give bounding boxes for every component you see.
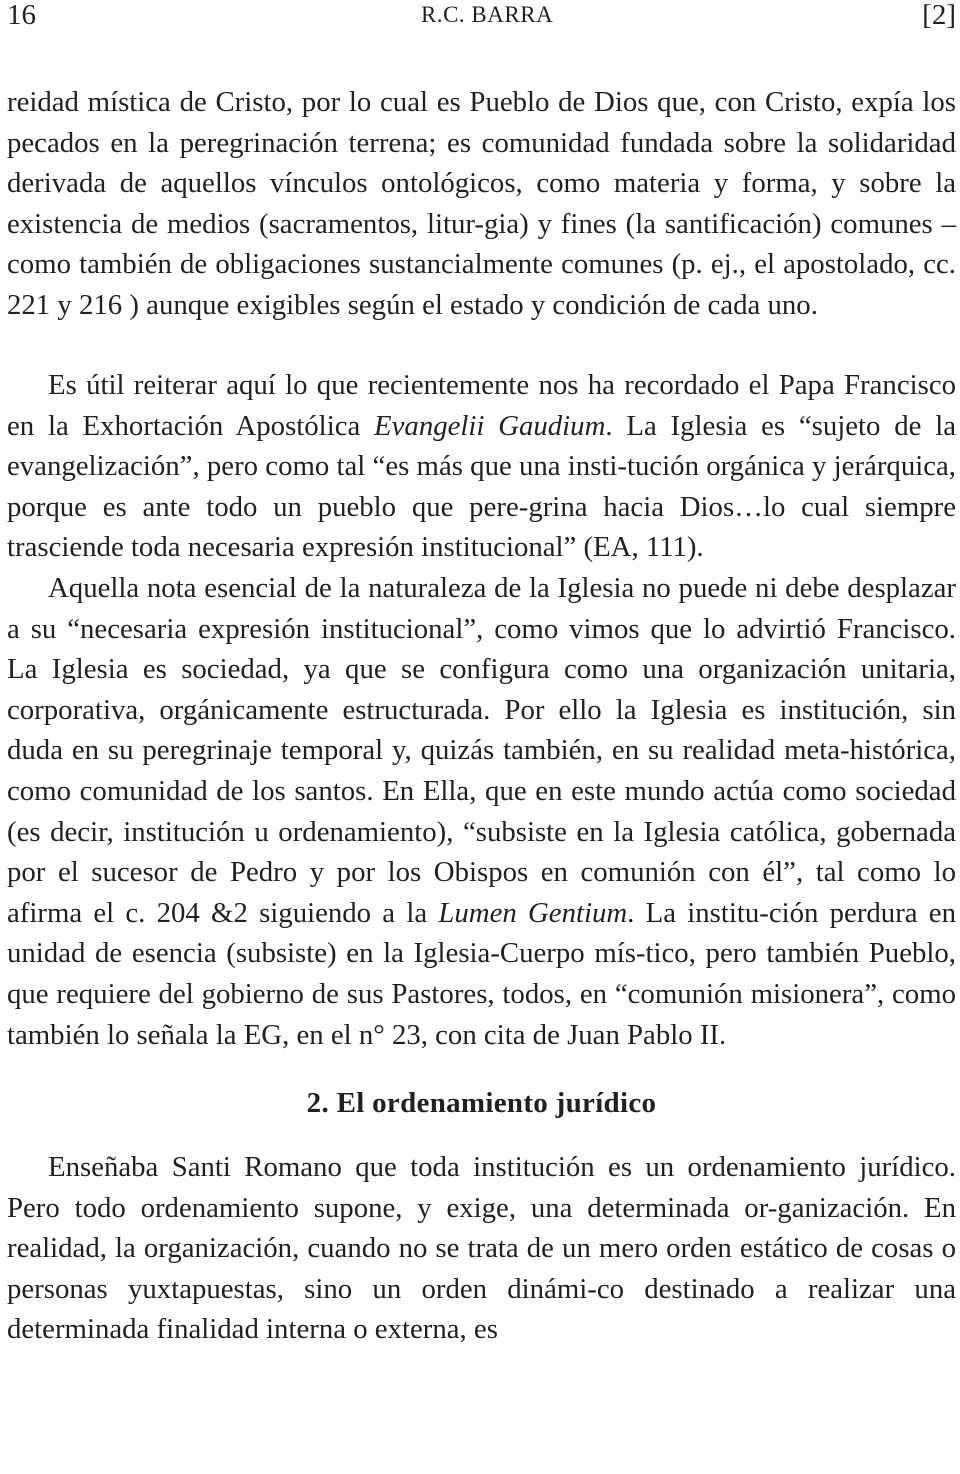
title-evangelii-gaudium: Evangelii Gaudium: [374, 409, 606, 442]
section-heading: 2. El ordenamiento jurídico: [306, 1087, 657, 1120]
body-text: [7, 82, 956, 1350]
section-reference: [2]: [922, 0, 956, 31]
spacer: [7, 1123, 956, 1147]
paragraph-institucion: [7, 568, 956, 1055]
page-number: 16: [7, 0, 36, 31]
paragraph-evangelii-text-1: Es útil reiterar aquí lo que recientemente nos ha recordado el Papa Francisco en la Exhortación Apostólica: [7, 369, 956, 442]
paragraph-continuation: reidad mística de Cristo, por lo cual es Pueblo de Dios que, con Cristo, expía los pecados en la peregrinación terrena; es comunidad fundada sobre la solidaridad derivada de aquellos vínculos ontológicos, como materia y forma, y sobre la existencia de medios (sacramentos, litur-gia) y fines (la santificación) comunes –como también de obligaciones sustancialmente comunes (p. ej., el apostolado, cc. 221 y 216 ) aunque exigibles según el estado y condición de cada uno.: [7, 86, 956, 321]
paragraph-ordenamiento: Enseñaba Santi Romano que toda institución es un ordenamiento jurídico. Pero todo ordenamiento supone, y exige, una determinada or-ganización. En realidad, la organización, cuando no se trata de un mero orden estático de cosas o personas yuxtapuestas, sino un orden dinámi-co destinado a realizar una determinada finalidad interna o externa, es: [7, 1151, 956, 1346]
running-author: R.C. BARRA: [421, 2, 554, 27]
paragraph-institucion-text-1: Aquella nota esencial de la naturaleza de la Iglesia no puede ni debe desplazar a su “necesaria expresión institucional”, como vimos que lo advirtió Francisco. La Iglesia es sociedad, ya que se configura como una organización unitaria, corporativa, orgánicamente estructurada. Por ello la Iglesia es institución, sin duda en su peregrinaje temporal y, quizás también, en su realidad meta-histórica, como comunidad de los santos. En Ella, que en este mundo actúa como sociedad (es decir, institución u ordenamiento), “subsiste en la Iglesia católica, gobernada por el sucesor de Pedro y por los Obispos en comunión con él”, tal como lo afirma el c. 204 &2 siguiendo a la: [7, 571, 956, 929]
spacer: [7, 1055, 956, 1083]
paragraph-evangelii-text-2: . La Iglesia es “sujeto de la evangelización”, pero como tal “es más que una insti-tución orgánica y jerárquica, porque es ante todo un pueblo que pere-grina hacia Dios…lo cual siempre trasciende toda necesaria expresión institucional” (EA, 111).: [7, 409, 956, 564]
running-header: [7, 0, 956, 32]
paragraph-institucion-text-2: . La institu-ción perdura en unidad de esencia (subsiste) en la Iglesia-Cuerpo mís-tico, pero también Pueblo, que requiere del gobierno de sus Pastores, todos, en “comunión misionera”, como también lo señala la EG, en el n° 23, con cita de Juan Pablo II.: [7, 896, 956, 1051]
paragraph-evangelii: [7, 365, 956, 568]
title-lumen-gentium: Lumen Gentium: [438, 896, 628, 929]
